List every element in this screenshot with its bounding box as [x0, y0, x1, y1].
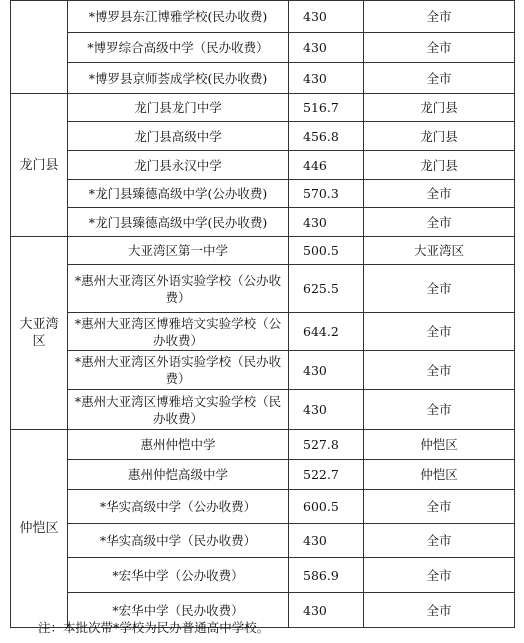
- score-cell: 456.8: [289, 122, 364, 151]
- score-cell: 625.5: [289, 265, 364, 313]
- school-name-cell: *博罗综合高级中学（民办收费）: [68, 33, 289, 63]
- table-row: [11, 490, 515, 524]
- enrollment-scope-cell: 全市: [364, 265, 515, 313]
- score-cell: 430: [289, 208, 364, 237]
- school-name-cell: 龙门县龙门中学: [68, 94, 289, 122]
- school-name-cell: 惠州仲恺高级中学: [68, 460, 289, 490]
- enrollment-scope-cell: 全市: [364, 208, 515, 237]
- school-name-cell: 惠州仲恺中学: [68, 430, 289, 460]
- school-name-cell: *龙门县臻德高级中学(民办收费): [68, 208, 289, 237]
- enrollment-scope-cell: 仲恺区: [364, 430, 515, 460]
- table-row: [11, 94, 515, 122]
- score-cell: 430: [289, 390, 364, 430]
- table-row: [11, 33, 515, 63]
- school-name-cell: *惠州大亚湾区博雅培文实验学校（公办收费）: [68, 313, 289, 351]
- school-name-cell: *博罗县东江博雅学校(民办收费): [68, 1, 289, 33]
- enrollment-scope-cell: 全市: [364, 524, 515, 558]
- enrollment-scope-cell: 龙门县: [364, 122, 515, 151]
- score-cell: 522.7: [289, 460, 364, 490]
- table-row: [11, 430, 515, 460]
- school-name-cell: *华实高级中学（公办收费）: [68, 490, 289, 524]
- enrollment-scope-cell: 全市: [364, 33, 515, 63]
- enrollment-scope-cell: 全市: [364, 63, 515, 94]
- school-name-cell: 龙门县高级中学: [68, 122, 289, 151]
- enrollment-scope-cell: 龙门县: [364, 94, 515, 122]
- district-cell: 大亚湾区: [11, 237, 68, 430]
- enrollment-scope-cell: 全市: [364, 390, 515, 430]
- school-name-cell: *惠州大亚湾区外语实验学校（公办收费）: [68, 265, 289, 313]
- score-cell: 430: [289, 1, 364, 33]
- table-row: [11, 63, 515, 94]
- district-cell: [11, 1, 68, 94]
- score-cell: 446: [289, 151, 364, 180]
- enrollment-scope-cell: 全市: [364, 558, 515, 593]
- admission-score-table: [10, 0, 515, 628]
- score-cell: 430: [289, 33, 364, 63]
- district-cell: 龙门县: [11, 94, 68, 237]
- score-cell: 430: [289, 593, 364, 628]
- table-row: [11, 460, 515, 490]
- table-row: [11, 558, 515, 593]
- score-cell: 600.5: [289, 490, 364, 524]
- table-row: [11, 390, 515, 430]
- table-row: [11, 208, 515, 237]
- table-row: [11, 151, 515, 180]
- table-row: [11, 313, 515, 351]
- score-cell: 430: [289, 524, 364, 558]
- table-row: [11, 180, 515, 208]
- table-row: [11, 122, 515, 151]
- enrollment-scope-cell: 全市: [364, 313, 515, 351]
- table-row: [11, 351, 515, 390]
- table-row: [11, 237, 515, 265]
- enrollment-scope-cell: 全市: [364, 593, 515, 628]
- school-name-cell: 大亚湾区第一中学: [68, 237, 289, 265]
- enrollment-scope-cell: 全市: [364, 180, 515, 208]
- enrollment-scope-cell: 龙门县: [364, 151, 515, 180]
- enrollment-scope-cell: 仲恺区: [364, 460, 515, 490]
- score-cell: 527.8: [289, 430, 364, 460]
- score-cell: 430: [289, 63, 364, 94]
- enrollment-scope-cell: 全市: [364, 351, 515, 390]
- district-cell: 仲恺区: [11, 430, 68, 628]
- score-cell: 644.2: [289, 313, 364, 351]
- school-name-cell: *华实高级中学（民办收费）: [68, 524, 289, 558]
- school-name-cell: *博罗县京师荟成学校(民办收费): [68, 63, 289, 94]
- enrollment-scope-cell: 大亚湾区: [364, 237, 515, 265]
- table-row: [11, 524, 515, 558]
- footnote: 注：本批次带*学校为民办普通高中学校。: [38, 620, 270, 635]
- school-name-cell: *惠州大亚湾区外语实验学校（民办收费）: [68, 351, 289, 390]
- school-name-cell: *惠州大亚湾区博雅培文实验学校（民办收费）: [68, 390, 289, 430]
- school-name-cell: *宏华中学（民办收费）: [68, 593, 289, 628]
- score-cell: 516.7: [289, 94, 364, 122]
- score-cell: 430: [289, 351, 364, 390]
- score-cell: 500.5: [289, 237, 364, 265]
- school-name-cell: 龙门县永汉中学: [68, 151, 289, 180]
- score-cell: 586.9: [289, 558, 364, 593]
- school-name-cell: *宏华中学（公办收费）: [68, 558, 289, 593]
- enrollment-scope-cell: 全市: [364, 1, 515, 33]
- score-cell: 570.3: [289, 180, 364, 208]
- enrollment-scope-cell: 全市: [364, 490, 515, 524]
- school-name-cell: *龙门县臻德高级中学(公办收费): [68, 180, 289, 208]
- table-row: [11, 1, 515, 33]
- table-row: [11, 265, 515, 313]
